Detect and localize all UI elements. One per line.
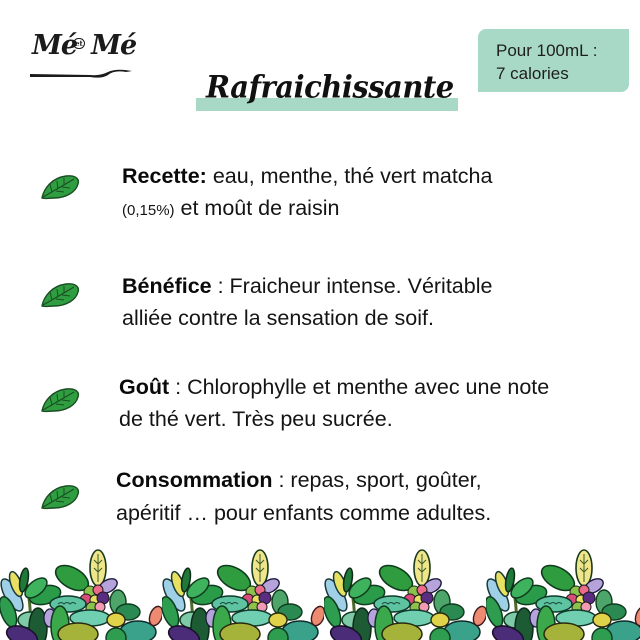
decorative-plant-border	[0, 540, 640, 640]
section-label: Bénéfice	[122, 274, 212, 298]
mint-leaf-icon	[38, 172, 82, 202]
section-recette-line-2: (0,15%) et moût de raisin	[122, 196, 340, 220]
section-benefice-line-2: alliée contre la sensation de soif.	[122, 306, 434, 330]
plant-pattern-icon	[0, 540, 640, 640]
section-gout-line-1: Goût : Chlorophylle et menthe avec une note	[119, 375, 550, 399]
mint-leaf-icon	[38, 280, 82, 310]
logo-badge: et	[75, 39, 83, 48]
section-recette-line-1: Recette: eau, menthe, thé vert matcha	[122, 164, 493, 188]
page-title: Rafraichissante	[206, 69, 454, 105]
section-consommation-line-1: Consommation : repas, sport, goûter,	[116, 468, 482, 492]
section-consommation-line-2: apéritif … pour enfants comme adultes.	[116, 501, 492, 525]
section-label: Goût	[119, 375, 170, 399]
section-benefice-line-1: Bénéfice : Fraicheur intense. Véritable	[122, 274, 493, 298]
section-gout-line-2: de thé vert. Très peu sucrée.	[119, 407, 393, 431]
section-label: Consommation	[116, 468, 273, 492]
title-block	[196, 70, 458, 114]
brand-logo	[30, 30, 140, 80]
mint-leaf-icon	[38, 482, 82, 512]
nutrition-line-2: 7 calories	[496, 64, 569, 83]
nutrition-line-1: Pour 100mL :	[496, 41, 598, 60]
section-label: Recette:	[122, 164, 207, 188]
nutrition-info-box	[478, 29, 629, 92]
mint-leaf-icon	[38, 385, 82, 415]
logo-text: Mé Mé	[32, 30, 137, 61]
logo-underline-icon	[30, 68, 134, 80]
